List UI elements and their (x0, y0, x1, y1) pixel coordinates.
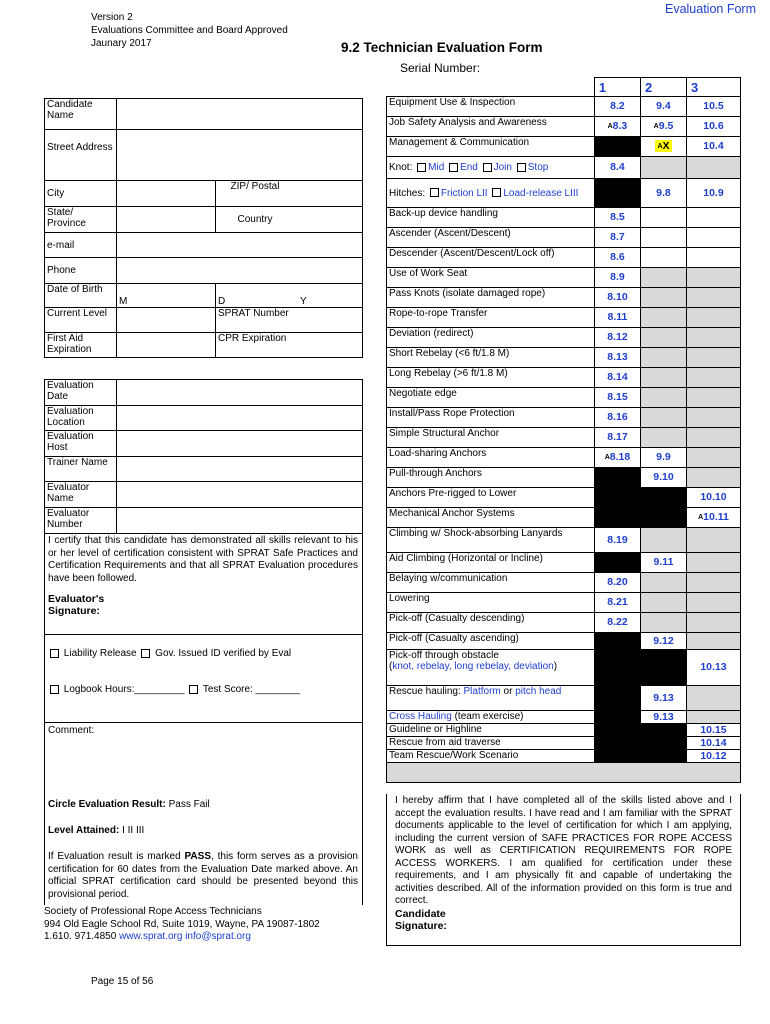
org-phone: 1.610. 971.4850 (44, 931, 117, 942)
shaded-cell (641, 528, 687, 553)
state-field[interactable] (117, 207, 216, 233)
eval-date-field[interactable] (117, 380, 363, 406)
shaded-cell (686, 686, 740, 711)
skill-row (387, 328, 741, 348)
skill-label: Back-up device handling (387, 208, 595, 228)
shaded-cell (641, 288, 687, 308)
trainer-name-field[interactable] (117, 457, 363, 482)
not-applicable-cell (641, 508, 687, 528)
skill-reference-cell: $^A$8.3 (594, 117, 640, 137)
not-applicable-cell (594, 508, 640, 528)
skill-label: Descender (Ascent/Descent/Lock off) (387, 248, 595, 268)
skill-reference-cell: 8.6 (594, 248, 640, 268)
logbook-checkbox[interactable] (50, 685, 59, 694)
eval-location-field[interactable] (117, 406, 363, 431)
eval-host-label: Evaluation Host (45, 431, 117, 457)
skill-reference-cell: 8.19 (594, 528, 640, 553)
skill-reference-cell: 8.15 (594, 388, 640, 408)
certification-statement (44, 533, 363, 635)
skill-row (387, 179, 741, 208)
skill-reference-cell: 8.2 (594, 97, 640, 117)
skill-label: Management & Communication (387, 137, 595, 157)
form-label: Evaluation Form (664, 2, 756, 16)
knot-end-checkbox[interactable] (449, 163, 458, 172)
country-label: Country (216, 207, 295, 233)
shaded-cell (641, 308, 687, 328)
skill-reference-cell (686, 228, 740, 248)
serial-number-label: Serial Number: (400, 61, 481, 75)
skill-reference-cell (641, 228, 687, 248)
not-applicable-cell (594, 686, 640, 711)
skill-reference-cell: 10.6 (686, 117, 740, 137)
skill-reference-cell: 10.13 (686, 650, 740, 686)
skill-label: Equipment Use & Inspection (387, 97, 595, 117)
shaded-cell (641, 388, 687, 408)
candidate-affirmation (386, 794, 741, 946)
skills-header-blank (387, 78, 595, 97)
skill-label: Pick-off (Casualty descending) (387, 613, 595, 633)
evaluator-signature-label[interactable]: Evaluator's Signature: (48, 593, 105, 617)
skill-label: Hitches: Friction LII Load-release LIII (387, 179, 595, 208)
skill-reference-cell: 9.10 (641, 468, 687, 488)
skill-reference-cell: 8.12 (594, 328, 640, 348)
skill-label: Install/Pass Rope Protection (387, 408, 595, 428)
certify-text: I certify that this candidate has demonstrated all skills relevant to his or her level of certification consistent with SPRAT Safe Practices and Certification Requirements and that all SPRAT Evaluation procedures have been followed. (48, 535, 358, 584)
skill-label: Pick-off through obstacle (knot, rebelay, long rebelay, deviation) (387, 650, 595, 686)
city-label: City (45, 181, 117, 207)
shaded-cell (641, 428, 687, 448)
not-applicable-cell (641, 488, 687, 508)
hitch-friction-checkbox[interactable] (430, 188, 439, 197)
email-field[interactable] (117, 233, 363, 258)
first-aid-label: First Aid Expiration (45, 333, 117, 358)
skill-reference-cell: 8.14 (594, 368, 640, 388)
skill-label: Load-sharing Anchors (387, 448, 595, 468)
date-text: Jaunary 2017 (91, 38, 152, 49)
skill-label: Long Rebelay (>6 ft/1.8 M) (387, 368, 595, 388)
skill-reference-cell (686, 208, 740, 228)
skill-row (387, 348, 741, 368)
shaded-cell (641, 408, 687, 428)
skill-reference-cell: 9.9 (641, 448, 687, 468)
skill-label: Rescue from aid traverse (387, 737, 595, 750)
shaded-cell (686, 468, 740, 488)
shaded-cell (686, 308, 740, 328)
skill-row (387, 711, 741, 724)
not-applicable-cell (641, 724, 687, 737)
shaded-cell (686, 573, 740, 593)
sprat-number-field[interactable] (294, 308, 363, 333)
candidate-name-label: Candidate Name (45, 99, 117, 130)
skill-reference-cell (641, 248, 687, 268)
not-applicable-cell (594, 137, 640, 157)
evaluator-name-label: Evaluator Name (45, 482, 117, 508)
version-text: Version 2 (91, 12, 133, 23)
skill-row (387, 573, 741, 593)
not-applicable-cell (594, 750, 640, 763)
skill-reference-cell: 10.10 (686, 488, 740, 508)
skill-row (387, 686, 741, 711)
eval-location-label: Evaluation Location (45, 406, 117, 431)
shaded-cell (686, 428, 740, 448)
evaluation-info-table (44, 379, 363, 534)
skill-row (387, 528, 741, 553)
skills-footer-band (387, 763, 741, 783)
skill-reference-cell: 8.5 (594, 208, 640, 228)
not-applicable-cell (641, 650, 687, 686)
skill-reference-cell (641, 208, 687, 228)
skill-label: Lowering (387, 593, 595, 613)
skill-reference-cell: 8.16 (594, 408, 640, 428)
checks-section (44, 635, 363, 723)
skill-label: Cross Hauling (team exercise) (387, 711, 595, 724)
skill-row (387, 248, 741, 268)
level-attained (48, 825, 144, 838)
candidate-name-field[interactable] (117, 99, 363, 130)
shaded-cell (686, 633, 740, 650)
comment-label[interactable]: Comment: (48, 725, 95, 736)
logbook-label[interactable]: Logbook Hours:_________ (63, 684, 185, 695)
skill-label: Job Safety Analysis and Awareness (387, 117, 595, 137)
skill-reference-cell: 10.9 (686, 179, 740, 208)
skill-reference-cell: 8.9 (594, 268, 640, 288)
approved-text: Evaluations Committee and Board Approved (91, 25, 288, 36)
dob-day[interactable]: D (216, 284, 295, 308)
skill-row (387, 388, 741, 408)
page-number: Page 15 of 56 (91, 976, 154, 987)
skill-reference-cell: $^A$9.5 (641, 117, 687, 137)
skill-label: Climbing w/ Shock-absorbing Lanyards (387, 528, 595, 553)
skill-row (387, 428, 741, 448)
skill-label: Knot: Mid End Join Stop (387, 157, 595, 179)
skill-reference-cell: 8.7 (594, 228, 640, 248)
skill-row (387, 228, 741, 248)
eval-host-field[interactable] (117, 431, 363, 457)
skill-row (387, 208, 741, 228)
skill-reference-cell: $^A$X (641, 137, 687, 157)
not-applicable-cell (594, 724, 640, 737)
skill-reference-cell: 8.11 (594, 308, 640, 328)
skill-label: Mechanical Anchor Systems (387, 508, 595, 528)
phone-label: Phone (45, 258, 117, 284)
shaded-cell (641, 348, 687, 368)
skill-row (387, 488, 741, 508)
zip-field[interactable] (294, 181, 363, 207)
skill-reference-cell: 9.12 (641, 633, 687, 650)
skill-row (387, 97, 741, 117)
cpr-field[interactable] (294, 333, 363, 358)
skill-reference-cell: 9.11 (641, 553, 687, 573)
skill-row (387, 553, 741, 573)
test-score-checkbox[interactable] (189, 685, 198, 694)
test-score-label[interactable]: Test Score: ________ (202, 684, 301, 695)
shaded-cell (686, 711, 740, 724)
skill-row (387, 633, 741, 650)
page-title: 9.2 Technician Evaluation Form (341, 40, 543, 55)
skill-label: Team Rescue/Work Scenario (387, 750, 595, 763)
skill-reference-cell: 9.4 (641, 97, 687, 117)
current-level-label: Current Level (45, 308, 117, 333)
shaded-cell (641, 157, 687, 179)
shaded-cell (387, 763, 741, 783)
skill-row (387, 157, 741, 179)
skill-row (387, 137, 741, 157)
zip-label: ZIP/ Postal (216, 181, 295, 207)
skill-reference-cell: 8.22 (594, 613, 640, 633)
skill-label: Rescue hauling: Platform or pitch head (387, 686, 595, 711)
skill-row (387, 737, 741, 750)
skill-row (387, 724, 741, 737)
hitch-load-release-checkbox[interactable] (492, 188, 501, 197)
skill-label: Pass Knots (isolate damaged rope) (387, 288, 595, 308)
phone-field[interactable] (117, 258, 363, 284)
knot-stop-checkbox[interactable] (517, 163, 526, 172)
shaded-cell (686, 388, 740, 408)
result-label: Circle Evaluation Result: (48, 799, 166, 810)
skill-label: Simple Structural Anchor (387, 428, 595, 448)
skill-reference-cell: 8.10 (594, 288, 640, 308)
skill-label: Guideline or Highline (387, 724, 595, 737)
shaded-cell (641, 328, 687, 348)
footer-org (44, 906, 320, 944)
shaded-cell (641, 368, 687, 388)
candidate-signature-label[interactable]: Candidate Signature: (395, 907, 447, 932)
not-applicable-cell (594, 737, 640, 750)
skill-row (387, 308, 741, 328)
skill-label: Ascender (Ascent/Descent) (387, 228, 595, 248)
shaded-cell (641, 613, 687, 633)
evaluator-number-label: Evaluator Number (45, 508, 117, 534)
skill-row (387, 750, 741, 763)
org-web-link[interactable]: www.sprat.org info@sprat.org (119, 931, 251, 942)
skill-reference-cell: 8.4 (594, 157, 640, 179)
liability-label: Liability Release (63, 648, 137, 659)
shaded-cell (686, 268, 740, 288)
skill-label: Short Rebelay (<6 ft/1.8 M) (387, 348, 595, 368)
skill-label: Pick-off (Casualty ascending) (387, 633, 595, 650)
evaluator-number-field[interactable] (117, 508, 363, 534)
gov-id-checkbox[interactable] (141, 649, 150, 658)
knot-join-checkbox[interactable] (483, 163, 492, 172)
liability-checkbox[interactable] (50, 649, 59, 658)
skill-reference-cell: 10.5 (686, 97, 740, 117)
not-applicable-cell (594, 488, 640, 508)
skill-reference-cell: 9.8 (641, 179, 687, 208)
skill-label: Belaying w/communication (387, 573, 595, 593)
not-applicable-cell (594, 468, 640, 488)
level-2-header: 2 (641, 78, 687, 97)
skill-row (387, 408, 741, 428)
knot-mid-checkbox[interactable] (417, 163, 426, 172)
shaded-cell (686, 368, 740, 388)
trainer-name-label: Trainer Name (45, 457, 117, 482)
skill-reference-cell: 8.17 (594, 428, 640, 448)
evaluator-name-field[interactable] (117, 482, 363, 508)
skill-row (387, 613, 741, 633)
header-meta (91, 11, 288, 50)
affirm-text: I hereby affirm that I have completed all of the skills listed above and I accept the evaluation results. I have read and I am familiar with the SPRAT documents applicable to the level of certification for which I am applying, including the current version of SAFE PRACTICES FOR ROPE ACCESS WORK as well as CERTIFICATION REQUIREMENTS FOR ROPE ACCESS WORKERS. I am qualified for certification under these requirements, and I am physically fit and capable of undertaking the activities described. All of the information provided on this form is true and correct. (395, 795, 732, 906)
street-field[interactable] (117, 130, 363, 181)
not-applicable-cell (594, 650, 640, 686)
skill-reference-cell: 8.20 (594, 573, 640, 593)
shaded-cell (641, 573, 687, 593)
not-applicable-cell (641, 750, 687, 763)
skill-row (387, 268, 741, 288)
skill-reference-cell: $^A$8.18 (594, 448, 640, 468)
country-field[interactable] (294, 207, 363, 233)
shaded-cell (686, 157, 740, 179)
not-applicable-cell (594, 179, 640, 208)
shaded-cell (641, 593, 687, 613)
cpr-label: CPR Expiration (216, 333, 295, 358)
skill-label: Use of Work Seat (387, 268, 595, 288)
shaded-cell (686, 288, 740, 308)
city-field[interactable] (117, 181, 216, 207)
skill-row (387, 117, 741, 137)
level-3-header: 3 (686, 78, 740, 97)
skill-label: Deviation (redirect) (387, 328, 595, 348)
result-options[interactable]: Pass Fail (168, 799, 210, 810)
org-name: Society of Professional Rope Access Technicians (44, 906, 262, 917)
candidate-info-table (44, 98, 363, 358)
not-applicable-cell (641, 737, 687, 750)
skill-label: Pull-through Anchors (387, 468, 595, 488)
street-label: Street Address (45, 130, 117, 181)
skill-reference-cell: 8.21 (594, 593, 640, 613)
skill-reference-cell: 9.13 (641, 711, 687, 724)
not-applicable-cell (594, 711, 640, 724)
shaded-cell (686, 528, 740, 553)
shaded-cell (686, 448, 740, 468)
skill-reference-cell (686, 248, 740, 268)
level-options[interactable]: I II III (122, 825, 145, 836)
state-label: State/ Province (45, 207, 117, 233)
dob-year[interactable]: Y (294, 284, 363, 308)
skill-reference-cell: 10.14 (686, 737, 740, 750)
skill-reference-cell: 10.12 (686, 750, 740, 763)
skills-table (386, 77, 741, 783)
gov-id-label: Gov. Issued ID verified by Eval (155, 648, 292, 659)
skill-row (387, 593, 741, 613)
skill-row (387, 288, 741, 308)
skill-label: Negotiate edge (387, 388, 595, 408)
not-applicable-cell (594, 633, 640, 650)
dob-month[interactable]: M (117, 284, 216, 308)
skill-row (387, 448, 741, 468)
sprat-number-label: SPRAT Number (216, 308, 295, 333)
skill-row (387, 508, 741, 528)
current-level-field[interactable] (117, 308, 216, 333)
eval-date-label: Evaluation Date (45, 380, 117, 406)
dob-label: Date of Birth (45, 284, 117, 308)
skill-row (387, 368, 741, 388)
org-address: 994 Old Eagle School Rd, Suite 1019, Wayne, PA 19087-1802 (44, 918, 320, 930)
comment-section (44, 723, 363, 905)
level-1-header: 1 (594, 78, 640, 97)
level-label: Level Attained: (48, 825, 120, 836)
shaded-cell (686, 593, 740, 613)
skill-row (387, 468, 741, 488)
skill-row (387, 650, 741, 686)
shaded-cell (686, 613, 740, 633)
evaluation-result (48, 799, 210, 812)
shaded-cell (641, 268, 687, 288)
shaded-cell (686, 408, 740, 428)
skill-reference-cell: $^A$10.11 (686, 508, 740, 528)
email-label: e-mail (45, 233, 117, 258)
skill-label: Aid Climbing (Horizontal or Incline) (387, 553, 595, 573)
skill-reference-cell: 10.4 (686, 137, 740, 157)
skill-reference-cell: 9.13 (641, 686, 687, 711)
skill-reference-cell: 10.15 (686, 724, 740, 737)
skill-reference-cell: 8.13 (594, 348, 640, 368)
not-applicable-cell (594, 553, 640, 573)
shaded-cell (686, 348, 740, 368)
first-aid-field[interactable] (117, 333, 216, 358)
skill-label: Anchors Pre-rigged to Lower (387, 488, 595, 508)
shaded-cell (686, 553, 740, 573)
shaded-cell (686, 328, 740, 348)
provisional-note: If Evaluation result is marked PASS, this form serves as a provision certification for 60 dates from the Evaluation Date marked above. An official SPRAT certification card should be presented beyond this provisional period. (48, 851, 358, 900)
skill-label: Rope-to-rope Transfer (387, 308, 595, 328)
